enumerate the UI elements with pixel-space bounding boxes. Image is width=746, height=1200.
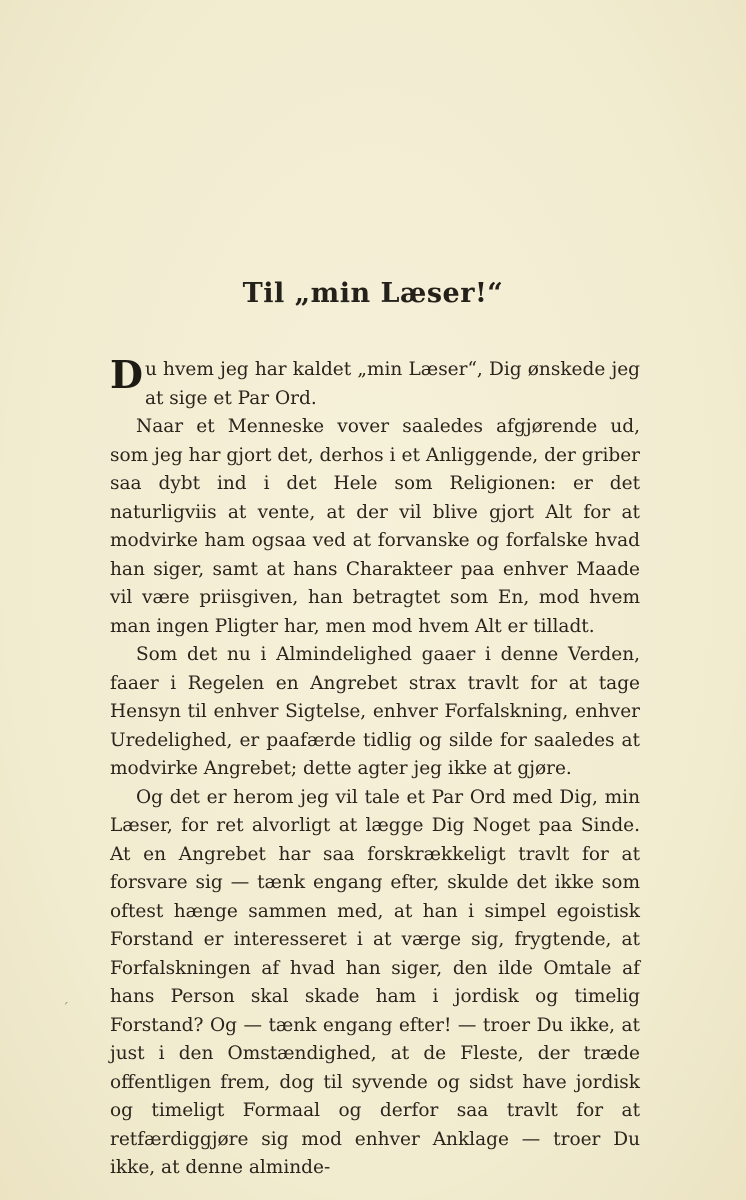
paragraph-2: Naar et Menneske vover saaledes afgjørende ud, som jeg har gjort det, derhos i et Anliggende, der griber saa dybt ind i det Hele som Religionen: er det naturligviis at vente, at der vil blive gjort Alt for at modvirke ham ogsaa ved at forvanske og forfalske hvad han siger, samt at hans Charakteer paa enhver Maade vil være priisgiven, han betragtet som En, mod hvem man ingen Pligter har, men mod hvem Alt er tilladt. bbox=[110, 416, 640, 637]
page-title: Til „min Læser!“ bbox=[242, 278, 504, 309]
paragraph-1 bbox=[110, 352, 640, 413]
drop-cap: D bbox=[110, 352, 143, 397]
paragraph-4: Og det er herom jeg vil tale et Par Ord med Dig, min Læser, for ret alvorligt at lægge Dig Noget paa Sinde. At en Angrebet har saa forskrækkeligt travlt for at forsvare sig — tænk engang efter, skulde det ikke som oftest hænge sammen med, at han i simpel egoistisk Forstand er interesseret i at værge sig, frygtende, at Forfalskningen af hvad han siger, den ilde Omtale af hans Person skal skade ham i jordisk og timelig Forstand? Og — tænk engang efter! — troer Du ikke, at just i den Omstændighed, at de Fleste, der træde offentligen frem, dog til syvende og sidst have jordisk og timeligt Formaal og derfor saa travlt for at retfærdiggjøre sig mod enhver Anklage — troer Du ikke, at denne alminde- bbox=[110, 786, 640, 1178]
paragraph-1-text: u hvem jeg har kaldet „min Læser“, Dig ønskede jeg at sige et Par Ord. bbox=[144, 359, 640, 409]
body-text bbox=[110, 352, 640, 1183]
margin-mark: ˊ bbox=[62, 1001, 69, 1017]
paragraph-3: Som det nu i Almindelighed gaaer i denne Verden, faaer i Regelen en Angrebet strax travlt for at tage Hensyn til enhver Sigtelse, enhver Forfalskning, enhver Uredelighed, er paafærde tidlig og silde for saaledes at modvirke Angrebet; dette agter jeg ikke at gjøre. bbox=[110, 644, 640, 779]
